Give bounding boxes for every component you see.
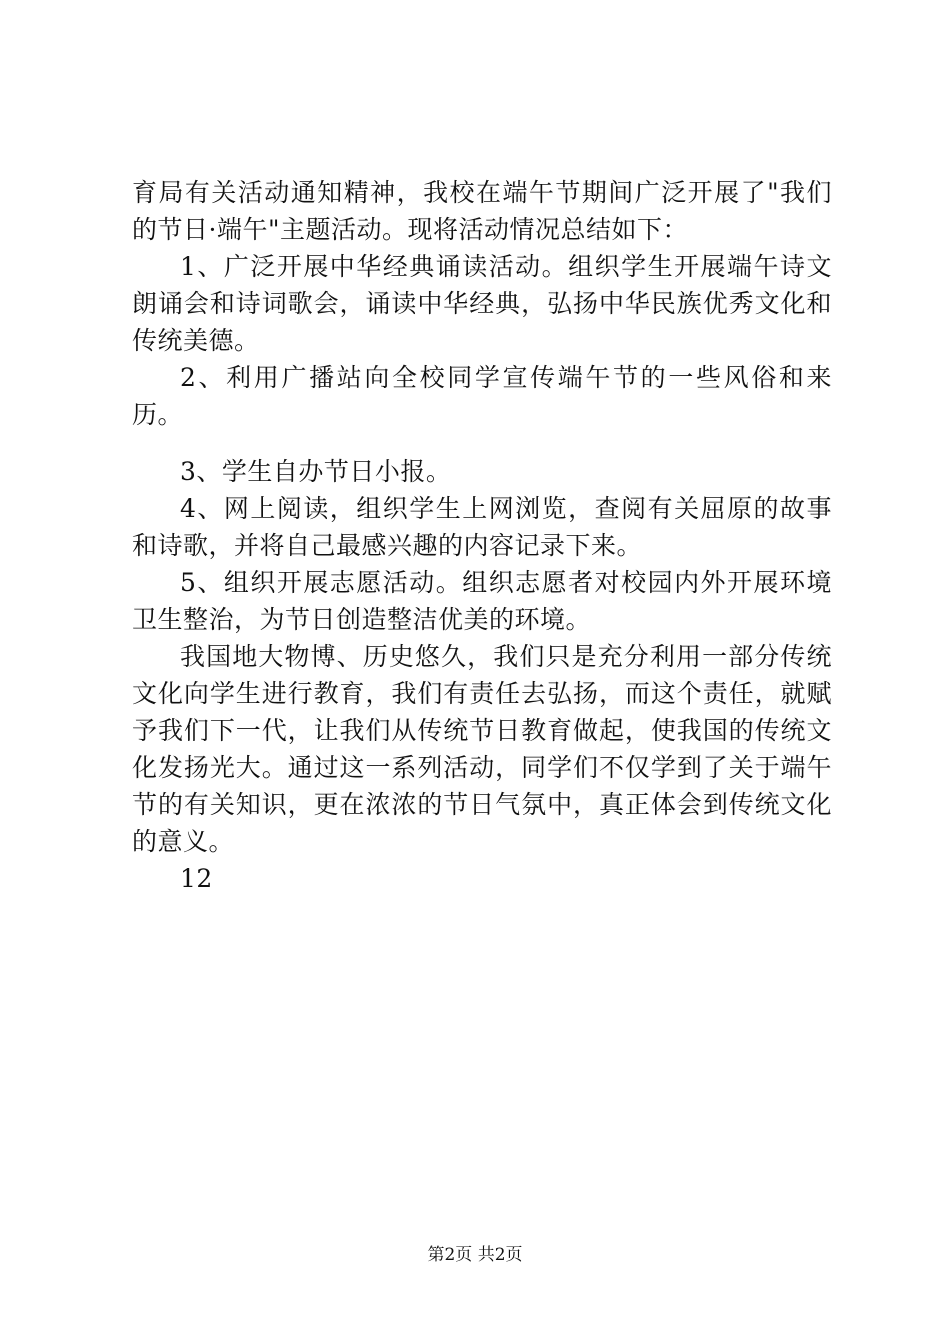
list-item-1: 1、广泛开展中华经典诵读活动。组织学生开展端午诗文朗诵会和诗词歌会，诵读中华经典，弘扬中华民族优秀文化和传统美德。 — [132, 252, 832, 355]
page-footer: 第2页 共2页 — [427, 1245, 523, 1265]
list-item-4: 4、网上阅读，组织学生上网浏览，查阅有关屈原的故事和诗歌，并将自己最感兴趣的内容记录下来。 — [132, 494, 832, 560]
list-item-3: 3、学生自办节日小报。 — [180, 457, 452, 486]
list-item-2: 2、利用广播站向全校同学宣传端午节的一些风俗和来历。 — [132, 363, 832, 429]
trailing-number: 12 — [180, 864, 213, 893]
list-item-5: 5、组织开展志愿活动。组织志愿者对校园内外开展环境卫生整治，为节日创造整洁优美的环境。 — [132, 568, 832, 634]
intro-paragraph: 育局有关活动通知精神，我校在端午节期间广泛开展了"我们的节日·端午"主题活动。现将活动情况总结如下： — [132, 178, 832, 244]
document-body — [132, 174, 832, 897]
conclusion-paragraph: 我国地大物博、历史悠久，我们只是充分利用一部分传统文化向学生进行教育，我们有责任去弘扬，而这个责任，就赋予我们下一代，让我们从传统节日教育做起，使我国的传统文化发扬光大。通过这一系列活动，同学们不仅学到了关于端午节的有关知识，更在浓浓的节日气氛中，真正体会到传统文化的意义。 — [132, 642, 832, 856]
